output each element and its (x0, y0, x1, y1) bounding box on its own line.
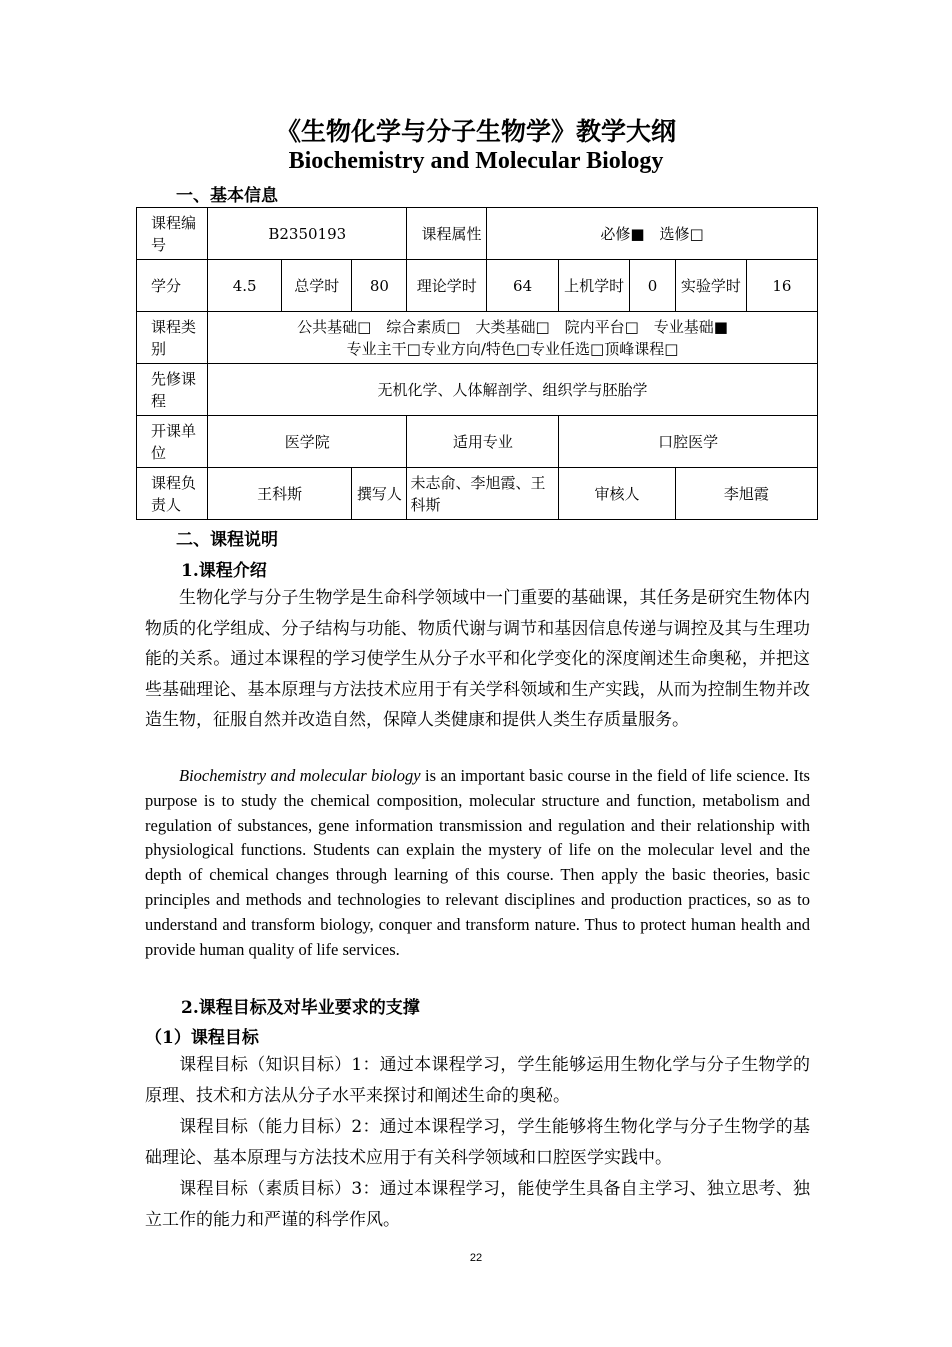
table-row (137, 468, 818, 520)
course-code-label: 课程编号 (137, 208, 208, 260)
computer-hours-value: 0 (630, 260, 676, 312)
course-category-value (208, 312, 818, 364)
intro-chinese-text: 生物化学与分子生物学是生命科学领域中一门重要的基础课，其任务是研究生物体内物质的化学组成、分子结构与功能、物质代谢与调节和基因信息传递与调控及其与生理功能的关系。通过本课程的学习使学生从分子水平和化学变化的深度阐述生命奥秘，并把这些基础理论、基本原理与方法技术应用于有关学科领域和生产实践，从而为控制生物并改造生物，征服自然并改造自然，保障人类健康和提供人类生存质量服务。 (145, 588, 810, 731)
offering-unit-value: 医学院 (208, 416, 407, 468)
applicable-major-label: 适用专业 (407, 416, 559, 468)
section-heading-course-description: 二、课程说明 (176, 530, 278, 550)
credit-value: 4.5 (208, 260, 282, 312)
goal-2-text: 课程目标（能力目标）2：通过本课程学习，学生能够将生物化学与分子生物学的基础理论、基本原理与方法技术应用于有关科学领域和口腔医学实践中。 (145, 1117, 810, 1168)
course-code-value: B2350193 (208, 208, 407, 260)
course-category-label: 课程类别 (137, 312, 208, 364)
table-row (137, 364, 818, 416)
writer-label: 撰写人 (352, 468, 407, 520)
section-heading-basic-info: 一、基本信息 (176, 186, 278, 206)
course-attribute-label: 课程属性 (407, 208, 487, 260)
lab-hours-label: 实验学时 (675, 260, 746, 312)
intro-paragraph-chinese (145, 583, 810, 736)
lab-hours-value: 16 (746, 260, 817, 312)
subheading-course-goals: （1）课程目标 (145, 1028, 259, 1048)
prerequisite-value: 无机化学、人体解剖学、组织学与胚胎学 (208, 364, 818, 416)
page-number: 22 (469, 1252, 483, 1264)
table-row (137, 208, 818, 260)
credit-label: 学分 (137, 260, 208, 312)
applicable-major-value: 口腔医学 (559, 416, 818, 468)
total-hours-label: 总学时 (282, 260, 352, 312)
page-title-english: Biochemistry and Molecular Biology (288, 148, 664, 174)
goal-3-paragraph (145, 1174, 810, 1235)
table-row (137, 260, 818, 312)
course-info-table (136, 207, 818, 520)
writer-value: 未志俞、李旭霞、王科斯 (407, 468, 559, 520)
course-leader-label: 课程负责人 (137, 468, 208, 520)
goal-1-paragraph (145, 1050, 810, 1111)
reviewer-value: 李旭霞 (675, 468, 817, 520)
goal-1-text: 课程目标（知识目标）1：通过本课程学习，学生能够运用生物化学与分子生物学的原理、技术和方法从分子水平来探讨和阐述生命的奥秘。 (145, 1055, 810, 1106)
theory-hours-label: 理论学时 (407, 260, 487, 312)
prerequisite-label: 先修课程 (137, 364, 208, 416)
course-leader-value: 王科斯 (208, 468, 352, 520)
course-attribute-value: 必修■ 选修□ (487, 208, 818, 260)
computer-hours-label: 上机学时 (559, 260, 630, 312)
course-category-line2: 专业主干□专业方向/特色□专业任选□顶峰课程□ (346, 339, 679, 358)
page-title: 《生物化学与分子生物学》教学大纲 (275, 117, 676, 146)
theory-hours-value: 64 (487, 260, 559, 312)
total-hours-value: 80 (352, 260, 407, 312)
subheading-course-goals-support: 2.课程目标及对毕业要求的支撑 (181, 998, 420, 1018)
subheading-course-intro: 1.课程介绍 (181, 561, 267, 581)
intro-english-text: is an important basic course in the field of life science. Its purpose is to study the chemical composition, molecular structure and function, metabolism and regulation of substances, gene information transmission and regulation and their relationship with physiological functions. Students can explain the mystery of life on the molecular level and the depth of chemical changes through learning of this course. Then apply the basic theories, basic principles and methods and technologies to relevant disciplines and production practices, so as to understand and transform biology, conquer and transform nature. Thus to protect human health and provide human quality of life services. (145, 766, 810, 959)
table-row (137, 416, 818, 468)
intro-english-italic: Biochemistry and molecular biology (179, 766, 421, 785)
offering-unit-label: 开课单位 (137, 416, 208, 468)
table-row (137, 312, 818, 364)
course-category-line1: 公共基础□ 综合素质□ 大类基础□ 院内平台□ 专业基础■ (297, 317, 728, 336)
intro-paragraph-english (145, 764, 810, 962)
goal-3-text: 课程目标（素质目标）3：通过本课程学习，能使学生具备自主学习、独立思考、独立工作的能力和严谨的科学作风。 (145, 1179, 810, 1230)
reviewer-label: 审核人 (559, 468, 676, 520)
goal-2-paragraph (145, 1112, 810, 1173)
